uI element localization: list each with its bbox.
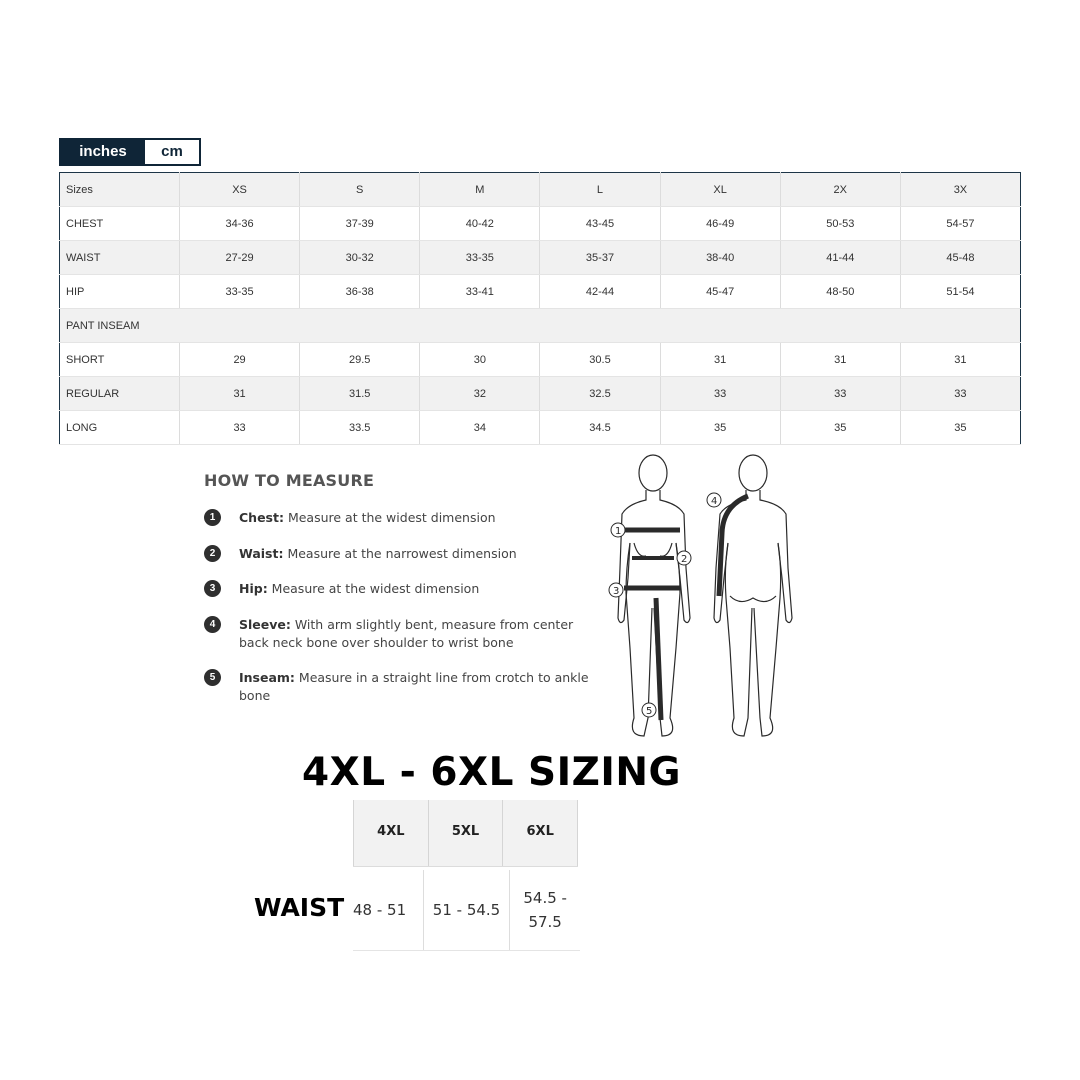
table-cell: 46-49 <box>660 207 780 241</box>
row-label: CHEST <box>60 207 180 241</box>
step-label: Inseam: <box>239 670 295 685</box>
measure-step-inseam <box>204 669 619 705</box>
table-cell: 37-39 <box>300 207 420 241</box>
table-cell: 33 <box>180 411 300 445</box>
extended-size-header <box>353 800 578 867</box>
step-number: 2 <box>204 545 221 562</box>
measure-title: HOW TO MEASURE <box>204 471 375 490</box>
table-cell: 33 <box>900 377 1020 411</box>
size-chart-table <box>59 172 1021 445</box>
waist-6xl: 54.5 - 57.5 <box>523 889 567 931</box>
table-cell: 35 <box>780 411 900 445</box>
header-cell: 3X <box>900 173 1020 207</box>
table-cell: 33-35 <box>420 241 540 275</box>
cm-button[interactable]: cm <box>145 140 199 164</box>
table-cell: 33-35 <box>180 275 300 309</box>
header-cell: L <box>540 173 660 207</box>
front-body-figure-icon <box>618 455 690 736</box>
table-cell: 45-47 <box>660 275 780 309</box>
table-cell: 31.5 <box>300 377 420 411</box>
header-cell: S <box>300 173 420 207</box>
step-label: Hip: <box>239 581 268 596</box>
header-cell: Sizes <box>60 173 180 207</box>
row-label: HIP <box>60 275 180 309</box>
measure-step-sleeve <box>204 616 589 652</box>
inches-button[interactable]: inches <box>61 140 145 164</box>
step-description: Measure at the narrowest dimension <box>283 546 517 561</box>
table-cell: 35 <box>660 411 780 445</box>
table-row <box>60 411 1021 445</box>
table-cell: 31 <box>900 343 1020 377</box>
header-cell: M <box>420 173 540 207</box>
body-figures <box>598 448 808 743</box>
step-number: 3 <box>204 580 221 597</box>
table-cell: 31 <box>180 377 300 411</box>
step-number: 1 <box>204 509 221 526</box>
table-cell: 30.5 <box>540 343 660 377</box>
table-cell: 34 <box>420 411 540 445</box>
header-cell: 2X <box>780 173 900 207</box>
marker-3: 3 <box>613 586 620 597</box>
table-row <box>60 343 1021 377</box>
marker-4: 4 <box>711 496 718 507</box>
row-label: WAIST <box>60 241 180 275</box>
table-cell: 38-40 <box>660 241 780 275</box>
marker-2: 2 <box>681 554 688 565</box>
table-row <box>60 207 1021 241</box>
table-cell: 45-48 <box>900 241 1020 275</box>
waist-label: WAIST <box>254 893 345 922</box>
table-cell: 40-42 <box>420 207 540 241</box>
measure-step-waist <box>204 545 589 563</box>
table-cell: 29 <box>180 343 300 377</box>
table-section-row <box>60 309 1021 343</box>
table-cell: 33-41 <box>420 275 540 309</box>
step-number: 5 <box>204 669 221 686</box>
table-cell: 32.5 <box>540 377 660 411</box>
step-description: With arm slightly bent, measure from center back neck bone over shoulder to wrist bone <box>239 617 574 650</box>
table-cell: 54-57 <box>900 207 1020 241</box>
table-cell: 31 <box>780 343 900 377</box>
table-cell: 35-37 <box>540 241 660 275</box>
step-number: 4 <box>204 616 221 633</box>
table-cell: 50-53 <box>780 207 900 241</box>
table-cell: 43-45 <box>540 207 660 241</box>
row-label: REGULAR <box>60 377 180 411</box>
row-label: SHORT <box>60 343 180 377</box>
table-cell: 41-44 <box>780 241 900 275</box>
table-cell: 27-29 <box>180 241 300 275</box>
table-cell: 29.5 <box>300 343 420 377</box>
step-description: Measure at the widest dimension <box>283 510 496 525</box>
table-cell: 36-38 <box>300 275 420 309</box>
table-cell: 33 <box>780 377 900 411</box>
table-header-row <box>60 173 1021 207</box>
measure-step-hip <box>204 580 589 598</box>
measure-step-chest <box>204 509 589 527</box>
table-row <box>60 377 1021 411</box>
table-cell: 34.5 <box>540 411 660 445</box>
table-cell: 32 <box>420 377 540 411</box>
extended-waist-row <box>353 870 580 951</box>
table-row <box>60 275 1021 309</box>
table-cell: 33 <box>660 377 780 411</box>
table-cell: 30 <box>420 343 540 377</box>
header-cell: XS <box>180 173 300 207</box>
size-header-6xl: 6XL <box>503 800 578 866</box>
section-label: PANT INSEAM <box>60 309 1021 343</box>
table-cell: 33.5 <box>300 411 420 445</box>
waist-5xl: 51 - 54.5 <box>424 870 511 950</box>
table-cell: 35 <box>900 411 1020 445</box>
table-cell: 48-50 <box>780 275 900 309</box>
row-label: LONG <box>60 411 180 445</box>
unit-toggle[interactable] <box>59 138 201 166</box>
step-label: Waist: <box>239 546 284 561</box>
step-description: Measure in a straight line from crotch to ankle bone <box>239 670 589 703</box>
marker-5: 5 <box>646 706 653 717</box>
size-header-4xl: 4XL <box>353 800 429 866</box>
step-label: Sleeve: <box>239 617 291 632</box>
table-cell: 34-36 <box>180 207 300 241</box>
header-cell: XL <box>660 173 780 207</box>
table-cell: 42-44 <box>540 275 660 309</box>
step-label: Chest: <box>239 510 284 525</box>
table-cell: 51-54 <box>900 275 1020 309</box>
table-cell: 31 <box>660 343 780 377</box>
marker-1: 1 <box>615 526 622 537</box>
how-to-measure-section <box>192 448 612 748</box>
back-body-figure-icon <box>714 455 792 736</box>
table-cell: 30-32 <box>300 241 420 275</box>
size-header-5xl: 5XL <box>429 800 504 866</box>
extended-sizing-title: 4XL - 6XL SIZING <box>302 750 682 795</box>
step-description: Measure at the widest dimension <box>267 581 480 596</box>
waist-4xl: 48 - 51 <box>353 870 424 950</box>
table-row <box>60 241 1021 275</box>
